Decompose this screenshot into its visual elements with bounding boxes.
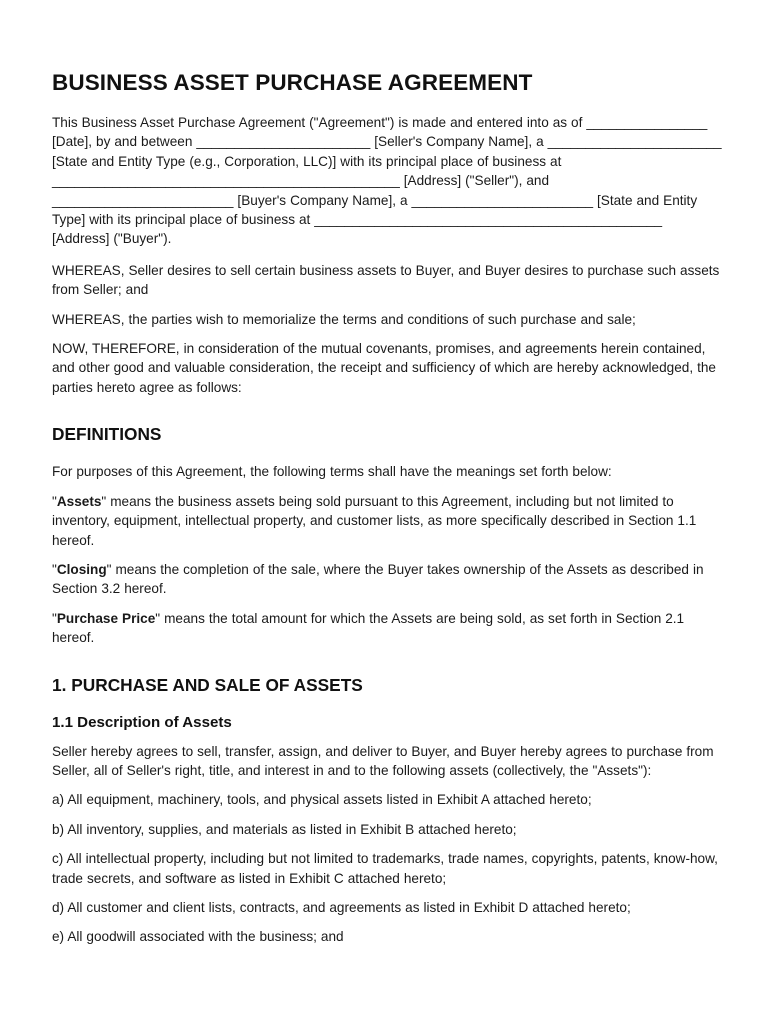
intro-paragraph: This Business Asset Purchase Agreement ("Agreement") is made and entered into as of ________________ [Date], by and between _______________________ [Seller's Company Name], a _______________________ [State and Entity Type (e.g., Corporation, LLC)] with its principal place of business at ______________________________________________ [Address] ("Seller"), and ________________________ [Buyer's Company Name], a ________________________ [State and Entity Type] with its principal place of business at ______________________________________________ [Address] ("Buyer"). xyxy=(52,115,722,247)
recital-3: NOW, THEREFORE, in consideration of the mutual covenants, promises, and agreements herein contained, and other good and valuable consideration, the receipt and sufficiency of which are hereby acknowledged, the parties hereto agree as follows: xyxy=(52,341,716,395)
definitions-heading: DEFINITIONS xyxy=(52,424,162,445)
recital-2: WHEREAS, the parties wish to memorialize the terms and conditions of such purchase and sale; xyxy=(52,311,636,327)
definition-open-quote: " xyxy=(52,610,57,626)
section-1-heading: 1. PURCHASE AND SALE OF ASSETS xyxy=(52,674,363,695)
definition-text: " means the business assets being sold pursuant to this Agreement, including but not limited to inventory, equipment, intellectual property, and customer lists, as more specifically described in Section 1.1 hereof. xyxy=(52,493,697,548)
asset-item-e: e) All goodwill associated with the business; and xyxy=(52,929,344,945)
definition-open-quote: " xyxy=(52,561,57,577)
document-title: BUSINESS ASSET PURCHASE AGREEMENT xyxy=(52,70,533,95)
asset-item-b: b) All inventory, supplies, and materials as listed in Exhibit B attached hereto; xyxy=(52,821,517,837)
asset-item-d: d) All customer and client lists, contracts, and agreements as listed in Exhibit D attached hereto; xyxy=(52,899,631,915)
definition-purchase-price xyxy=(52,609,722,648)
asset-item-a: a) All equipment, machinery, tools, and physical assets listed in Exhibit A attached hereto; xyxy=(52,792,592,808)
definition-term: Assets xyxy=(56,493,102,509)
definition-open-quote: " xyxy=(52,493,57,509)
definition-term: Purchase Price xyxy=(56,610,156,626)
document-body xyxy=(52,70,722,957)
definition-assets xyxy=(52,492,722,550)
asset-item-c: c) All intellectual property, including but not limited to trademarks, trade names, copyrights, patents, know-how, trade secrets, and software as listed in Exhibit C attached hereto; xyxy=(52,851,718,886)
definition-text: " means the completion of the sale, where the Buyer takes ownership of the Assets as described in Section 3.2 hereof. xyxy=(52,561,704,597)
section-1-1-intro: Seller hereby agrees to sell, transfer, assign, and deliver to Buyer, and Buyer hereby agrees to purchase from Seller, all of Seller's right, title, and interest in and to the following assets (collectively, the "Assets"): xyxy=(52,743,714,778)
definitions-intro: For purposes of this Agreement, the following terms shall have the meanings set forth below: xyxy=(52,464,612,480)
recital-1: WHEREAS, Seller desires to sell certain business assets to Buyer, and Buyer desires to purchase such assets from Seller; and xyxy=(52,262,720,298)
definition-text: " means the total amount for which the Assets are being sold, as set forth in Section 2.1 hereof. xyxy=(52,610,685,646)
definition-term: Closing xyxy=(56,561,107,577)
definition-closing xyxy=(52,560,722,599)
section-1-1-heading: 1.1 Description of Assets xyxy=(52,713,232,731)
